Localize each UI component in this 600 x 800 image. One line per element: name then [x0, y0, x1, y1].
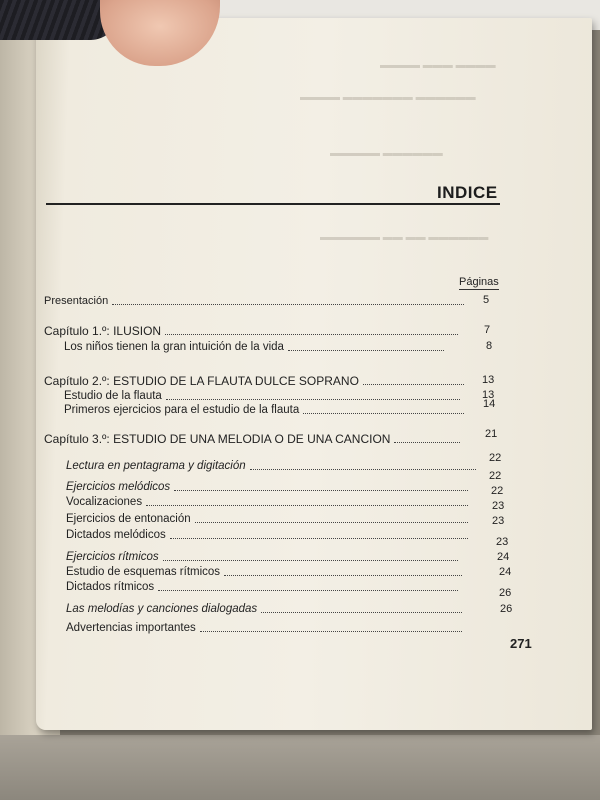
toc-entry: [66, 495, 472, 509]
toc-page-number: 21: [485, 428, 498, 440]
toc-entry-label: Estudio de esquemas rítmicos: [66, 566, 221, 578]
dot-leader: [163, 560, 458, 561]
dot-leader: [158, 590, 458, 591]
toc-entry: [66, 602, 466, 616]
dot-leader: [166, 399, 460, 400]
toc-entry-label: Advertencias importantes: [66, 622, 196, 634]
toc-entry: [66, 621, 466, 635]
page-title: INDICE: [437, 183, 498, 202]
toc-page-number: 8: [486, 340, 493, 352]
table-surface: [0, 735, 600, 800]
toc-entry-label: Lectura en pentagrama y digitación: [66, 460, 246, 472]
toc-entry-label: Ejercicios de entonación: [66, 513, 191, 525]
toc-entry-label: Vocalizaciones: [66, 496, 143, 508]
toc-entry-label: Las melodías y canciones dialogadas: [66, 603, 258, 615]
toc-entry: [64, 389, 464, 403]
toc-entry-label: Presentación: [44, 295, 109, 307]
bleed-through-text: ▬▬▬▬ ▬▬▬ ▬▬▬▬: [380, 60, 496, 71]
toc-entry: [66, 459, 480, 473]
toc-entry: [64, 403, 468, 417]
toc-entry-label: Dictados rítmicos: [66, 581, 155, 593]
toc-page-number: 23: [492, 500, 505, 512]
dot-leader: [394, 442, 460, 443]
pages-column-label: Páginas: [459, 276, 499, 288]
toc-entry-label: Ejercicios melódicos: [66, 481, 171, 493]
dot-leader: [170, 538, 468, 539]
toc-page-number: 22: [489, 452, 502, 464]
bleed-through-text: ▬▬▬▬▬▬ ▬▬▬▬▬: [330, 148, 443, 159]
dot-leader: [174, 490, 468, 491]
dot-leader: [200, 631, 462, 632]
dot-leader: [195, 522, 468, 523]
toc-page-number: 13: [482, 389, 495, 401]
toc-entry: [66, 512, 472, 526]
toc-entry-label: Dictados melódicos: [66, 529, 166, 541]
toc-entry-label: Ejercicios rítmicos: [66, 551, 159, 563]
toc-entry: [44, 294, 468, 308]
toc-page-number: 23: [492, 515, 505, 527]
dot-leader: [261, 612, 462, 613]
toc-page-number: 5: [483, 294, 490, 306]
toc-entry: [66, 550, 462, 564]
toc-entry-label: Los niños tienen la gran intuición de la vida: [64, 341, 284, 353]
dot-leader: [250, 469, 476, 470]
dot-leader: [165, 334, 458, 335]
toc-entry-label: Capítulo 2.º: ESTUDIO DE LA FLAUTA DULCE SOPRANO: [44, 374, 359, 388]
title-rule: [46, 203, 500, 205]
toc-page-number: 13: [482, 374, 495, 386]
dot-leader: [112, 304, 464, 305]
bleed-through-text: ▬▬▬▬▬▬ ▬▬ ▬▬ ▬▬▬▬▬▬: [320, 232, 489, 243]
toc-entry-label: Estudio de la flauta: [64, 390, 162, 402]
toc-entry: [64, 340, 448, 354]
dot-leader: [146, 505, 468, 506]
toc-page-number: 24: [499, 566, 512, 578]
bleed-through-text: ▬▬▬▬▬▬ ▬▬▬▬▬▬▬ ▬▬▬▬: [300, 92, 476, 103]
toc-page-number: 26: [500, 603, 513, 615]
toc-entry: [66, 565, 466, 579]
toc-entry-label: Capítulo 3.º: ESTUDIO DE UNA MELODIA O DE UNA CANCION: [44, 432, 391, 446]
toc-chapter-heading: [44, 324, 462, 338]
toc-chapter-heading: [44, 432, 464, 446]
toc-entry-label: Primeros ejercicios para el estudio de la flauta: [64, 404, 300, 416]
page-folio-number: 271: [510, 636, 532, 651]
dot-leader: [288, 350, 444, 351]
toc-page-number: 26: [499, 587, 512, 599]
toc-entry: [66, 528, 472, 542]
toc-entry: [66, 580, 462, 594]
toc-chapter-heading: [44, 374, 468, 388]
toc-page-number: 22: [491, 485, 504, 497]
dot-leader: [224, 575, 462, 576]
dot-leader: [363, 384, 464, 385]
toc-page-number: 22: [489, 470, 502, 482]
dot-leader: [303, 413, 464, 414]
toc-page-number: 14: [483, 398, 496, 410]
toc-page-number: 23: [496, 536, 509, 548]
toc-page-number: 24: [497, 551, 510, 563]
toc-page-number: 7: [484, 324, 491, 336]
toc-entry-label: Capítulo 1.º: ILUSION: [44, 324, 162, 338]
toc-entry: [66, 480, 472, 494]
